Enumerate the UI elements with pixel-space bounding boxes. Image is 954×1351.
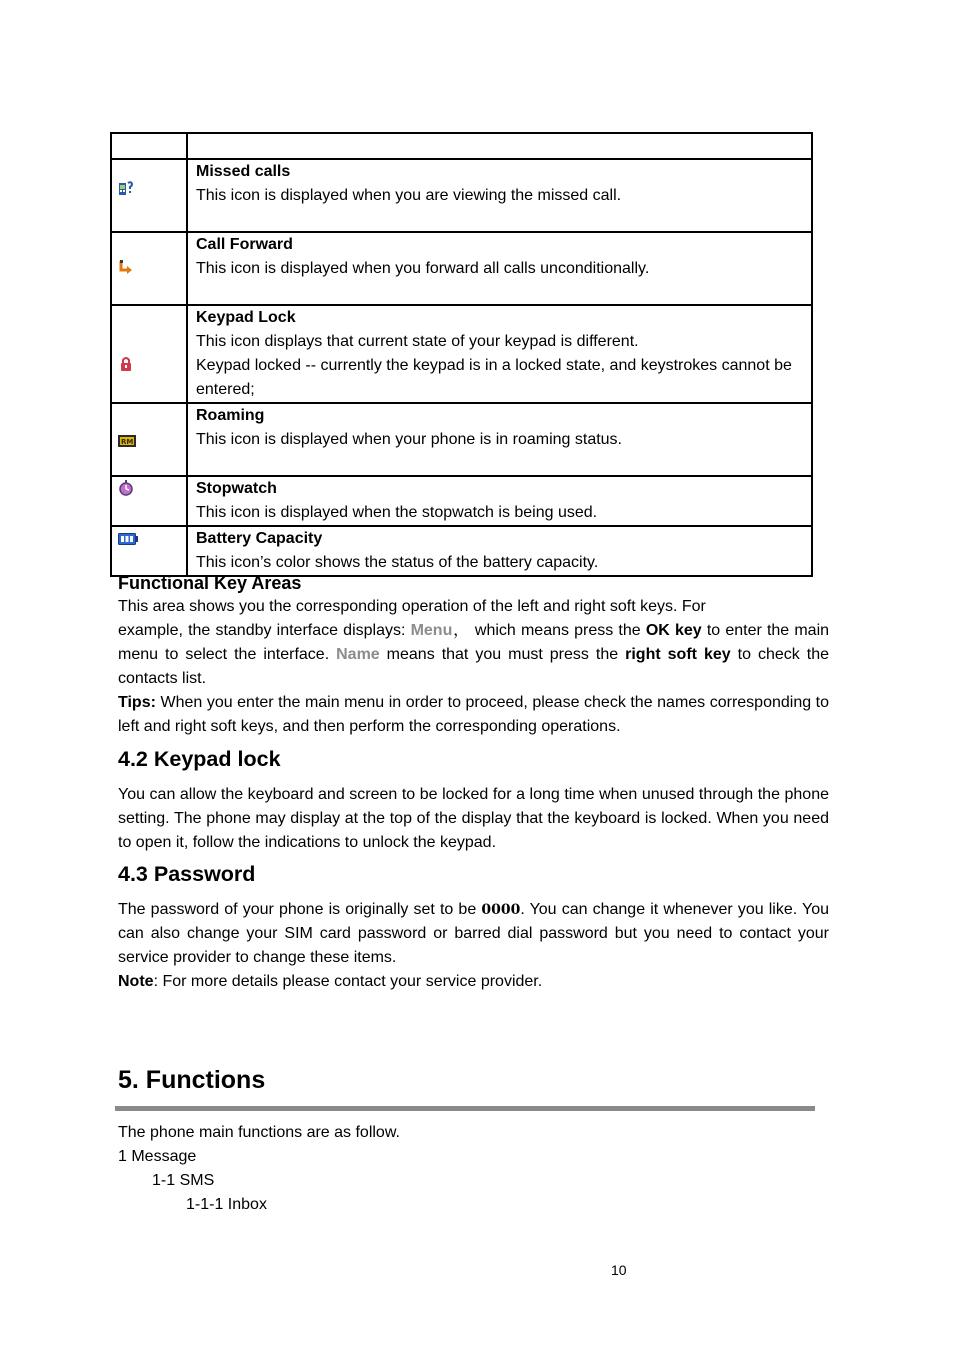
row-title: Battery Capacity (196, 530, 323, 547)
paragraph-line: This area shows you the corresponding operation of the left and right soft keys. For (118, 598, 706, 615)
status-icon-table (110, 132, 813, 577)
table-header-row (111, 133, 812, 159)
roaming-icon (118, 432, 136, 456)
section-heading: 4.2 Keypad lock (118, 747, 281, 771)
paragraph: You can allow the keyboard and screen to be locked for a long time when unused through the phone setting. The phone may display at the top of the display that the keyboard is locked. When you need to open it, follow the indications to unlock the keypad. (118, 786, 829, 851)
page-number: 10 (611, 1262, 627, 1278)
section-heading: Functional Key Areas (118, 573, 302, 593)
table-row (111, 305, 812, 403)
battery-capacity-icon (118, 530, 138, 554)
password-section (118, 860, 829, 994)
row-title: Missed calls (196, 163, 291, 180)
row-title: Keypad Lock (196, 309, 296, 326)
table-row (111, 232, 812, 305)
list-item: 1-1-1 Inbox (186, 1196, 267, 1213)
heading-divider (115, 1106, 815, 1111)
row-description: Keypad locked -- currently the keypad is in a locked state, and keystrokes cannot be entered; (196, 357, 792, 398)
missed-calls-icon (118, 180, 134, 204)
chapter-title: 5. Functions (118, 1066, 266, 1094)
name-softkey-label: Name (336, 646, 380, 663)
row-description: This icon is displayed when you are viewing the missed call. (196, 187, 622, 204)
functional-key-areas-section (118, 571, 829, 739)
tips-label: Tips: (118, 694, 156, 711)
row-title: Roaming (196, 407, 265, 424)
table-row (111, 526, 812, 576)
row-description: This icon is displayed when you forward all calls unconditionally. (196, 260, 650, 277)
section-heading: 4.3 Password (118, 862, 256, 886)
note-label: Note (118, 973, 154, 990)
call-forward-icon (118, 259, 134, 283)
keypad-lock-icon (118, 356, 134, 380)
table-row (111, 159, 812, 232)
paragraph: The phone main functions are as follow. (118, 1124, 400, 1141)
row-description: This icon is displayed when the stopwatch is being used. (196, 504, 598, 521)
row-description: This icon is displayed when your phone is in roaming status. (196, 431, 622, 448)
paragraph: The password of your phone is originally set to be 0000. You can change it whenever you like. You can also change your SIM card password or barred dial password but you need to contact your service provider to change these items. (118, 901, 830, 966)
functions-list (118, 1121, 829, 1217)
row-title: Stopwatch (196, 480, 277, 497)
row-title: Call Forward (196, 236, 293, 253)
row-description: This icon’s color shows the status of the battery capacity. (196, 554, 599, 571)
right-soft-key-label: right soft key (625, 646, 731, 663)
default-password: 0000 (481, 902, 521, 918)
table-row (111, 403, 812, 476)
keypad-lock-section (118, 745, 829, 855)
list-item: 1-1 SMS (152, 1172, 215, 1189)
table-row (111, 476, 812, 526)
list-item: 1 Message (118, 1148, 197, 1165)
paragraph: example, the standby interface displays: Menu， which means press the OK key to enter the main menu to select the interface. Name means that you must press the right soft key to check the contacts list. (118, 622, 830, 687)
stopwatch-icon (118, 480, 134, 504)
menu-softkey-label: Menu (410, 622, 453, 639)
svg-text:RM: RM (121, 438, 134, 446)
functions-heading (118, 1064, 829, 1096)
note-paragraph: Note: For more details please contact your service provider. (118, 973, 543, 990)
tips-paragraph: Tips: When you enter the main menu in order to proceed, please check the names corresponding to left and right soft keys, and then perform the corresponding operations. (118, 694, 829, 735)
row-description: This icon displays that current state of your keypad is different. (196, 333, 639, 350)
ok-key-label: OK key (645, 622, 702, 639)
